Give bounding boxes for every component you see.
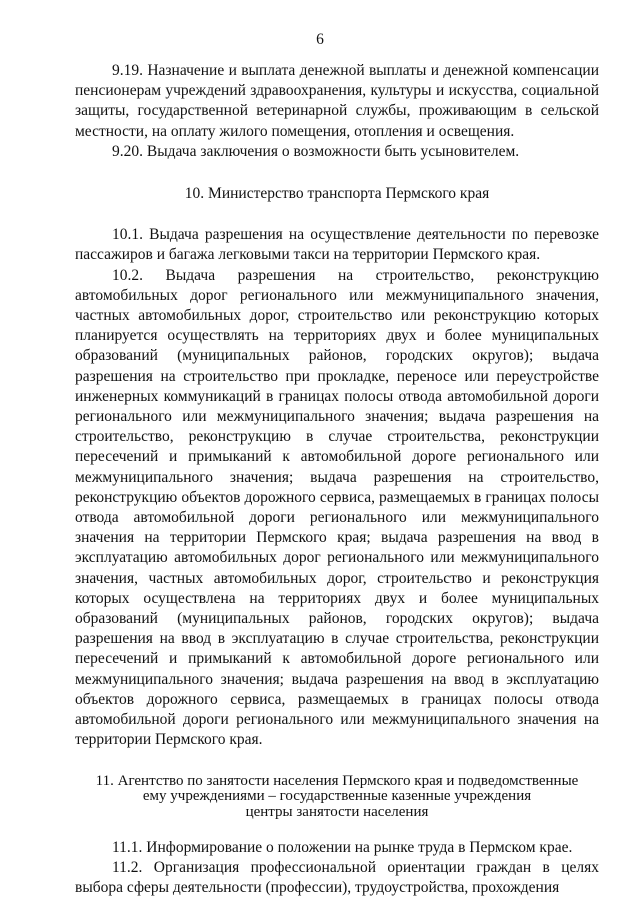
section-heading-11-line-2: ему учреждениями – государственные казенные учреждения: [142, 788, 532, 804]
paragraph-9-20: 9.20. Выдача заключения о возможности быть усыновителем.: [112, 142, 520, 160]
paragraph-10-2: 10.2. Выдача разрешения на строительство, реконструкцию автомобильных дорог регионального или межмуниципального значения, частных автомобильных дорог, строительство или реконструкцию которых планируется осуществлять на территориях двух и более муниципальных образований (муниципальных районов, городских округов); выдача разрешения на строительство при прокладке, переносе или переустройстве инженерных коммуникаций в границах полосы отвода автомобильной дороги регионального или межмуниципального значения; выдача разрешения на строительство, реконструкцию в случае строительства, реконструкции пересечений и примыканий к автомобильной дороге регионального или межмуниципального значения; выдача разрешения на строительство, реконструкцию объектов дорожного сервиса, размещаемых в границах полосы отвода автомобильной дороги регионального или межмуниципального значения на территории Пермского края; выдача разрешения на ввод в эксплуатацию автомобильных дорог регионального или межмуниципального значения, частных автомобильных дорог, строительство и реконструкция которых осуществлена на территориях двух и более муниципальных образований (муниципальных районов, городских округов); выдача разрешения на ввод в эксплуатацию в случае строительства, реконструкции пересечений и примыканий к автомобильной дороге регионального или межмуниципального значения; выдача разрешения на ввод в эксплуатацию объектов дорожного сервиса, размещаемых в границах полосы отвода автомобильной дороги регионального или межмуниципального значения на территории Пермского края.: [75, 266, 599, 749]
document-body: [75, 61, 599, 899]
paragraph-10-1: 10.1. Выдача разрешения на осуществление деятельности по перевозке пассажиров и багажа легковыми такси на территории Пермского края.: [75, 226, 599, 264]
section-heading-10: 10. Министерство транспорта Пермского края: [184, 185, 490, 203]
section-heading-11: [75, 774, 599, 821]
paragraph-11-2: 11.2. Организация профессиональной ориентации граждан в целях выбора сферы деятельности (профессии), трудоустройства, прохождения: [75, 859, 599, 897]
paragraph-11-1: 11.1. Информирование о положении на рынке труда в Пермском крае.: [112, 839, 573, 856]
paragraph-9-19: 9.19. Назначение и выплата денежной выплаты и денежной компенсации пенсионерам учреждений здравоохранения, культуры и искусства, социальной защиты, государственной ветеринарной службы, проживающим в сельской местности, на оплату жилого помещения, отопления и освещения.: [75, 62, 599, 140]
section-heading-11-line-1: 11. Агентство по занятости населения Пермского края и подведомственные: [95, 772, 579, 789]
section-heading-11-line-3: центры занятости населения: [245, 803, 429, 820]
page-number: 6: [316, 31, 324, 48]
